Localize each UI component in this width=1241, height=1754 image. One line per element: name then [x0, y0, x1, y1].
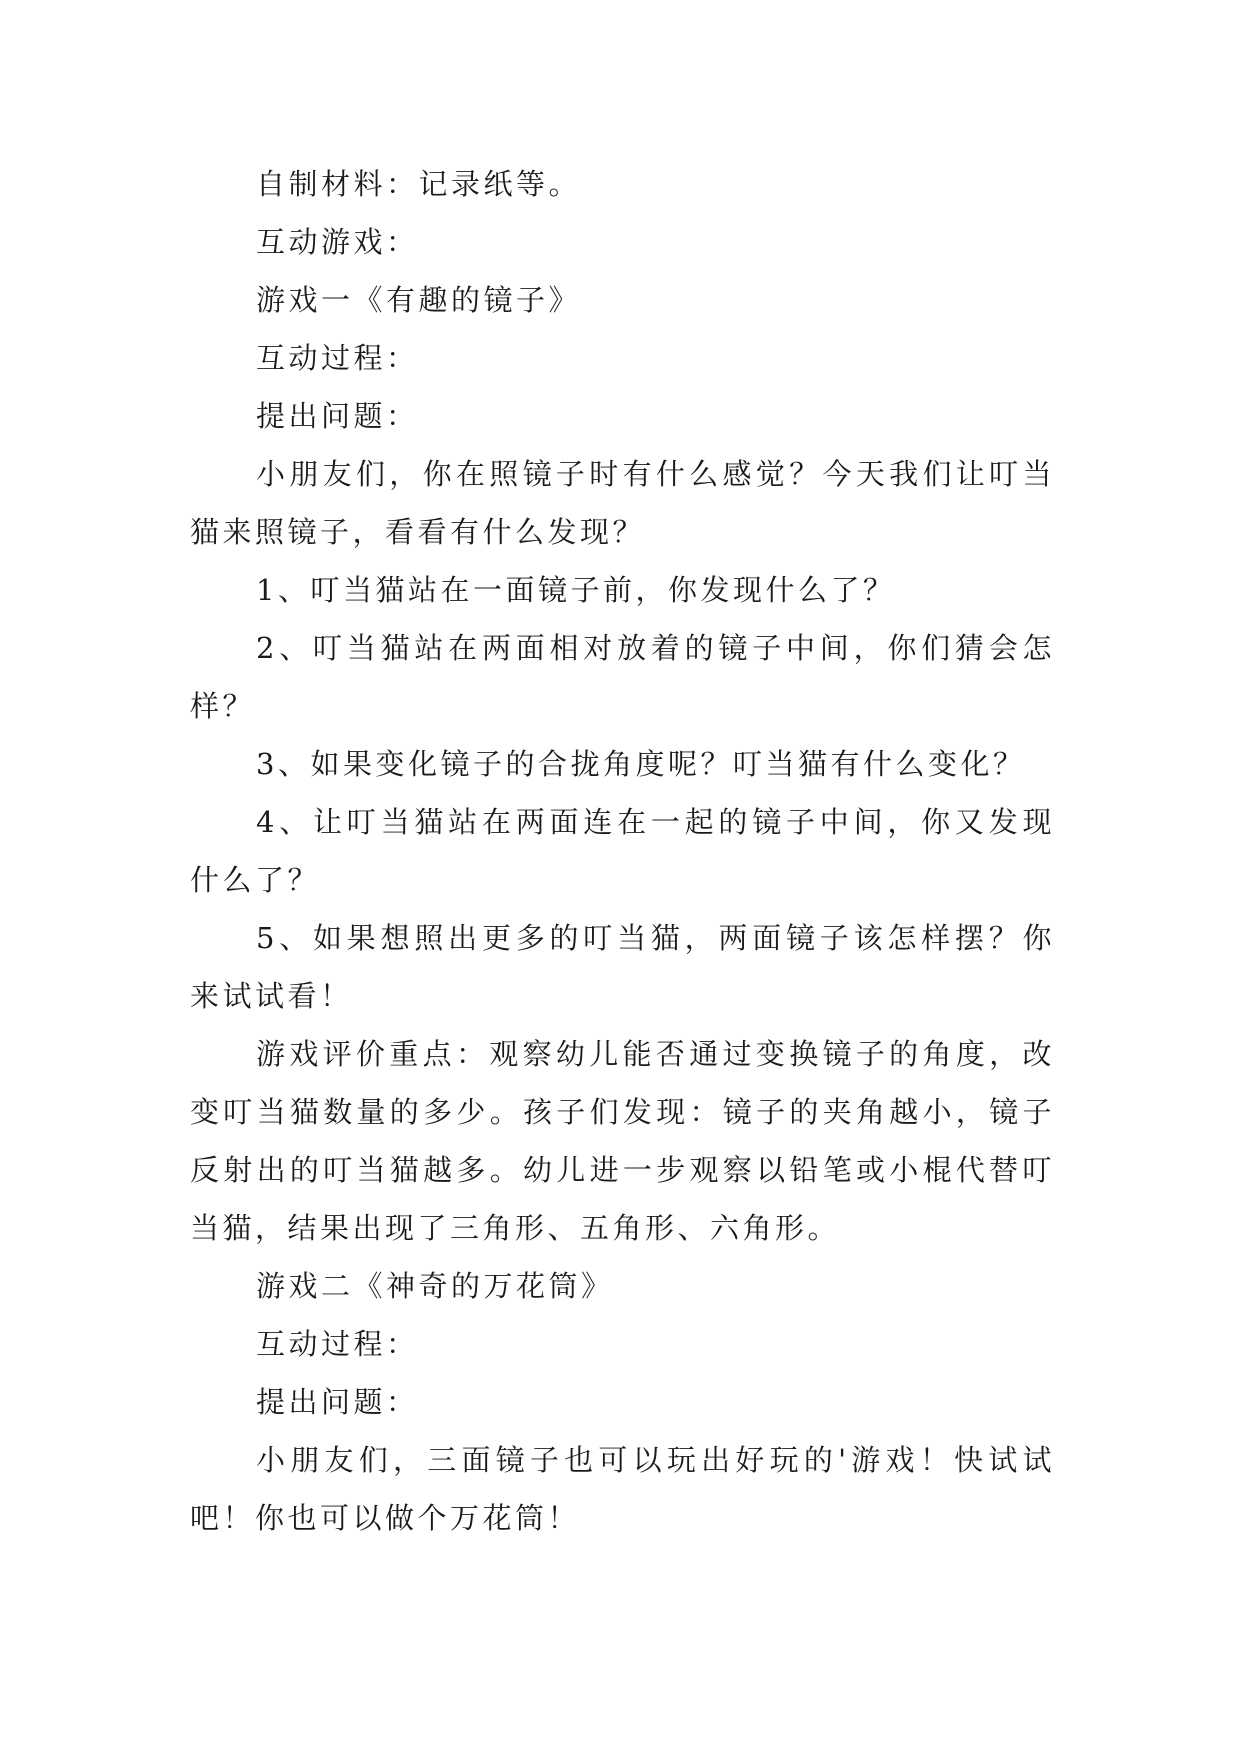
paragraph-interactive-games: 互动游戏：	[256, 225, 419, 259]
paragraph-question-1: 1、叮当猫站在一面镜子前，你发现什么了？	[256, 573, 896, 607]
paragraph-kaleidoscope-question: 小朋友们，三面镜子也可以玩出好玩的'游戏！快试试吧！你也可以做个万花筒！	[190, 1443, 1055, 1535]
document-body	[190, 155, 1055, 1547]
paragraph-materials: 自制材料：记录纸等。	[256, 167, 582, 201]
paragraph-question-3: 3、如果变化镜子的合拢角度呢？叮当猫有什么变化？	[256, 747, 1026, 781]
paragraph-game-two-title: 游戏二《神奇的万花筒》	[256, 1269, 614, 1303]
paragraph-game-one-title: 游戏一《有趣的镜子》	[256, 283, 582, 317]
paragraph-intro-question: 小朋友们，你在照镜子时有什么感觉？今天我们让叮当猫来照镜子，看看有什么发现？	[190, 457, 1055, 549]
paragraph-question-5: 5、如果想照出更多的叮当猫，两面镜子该怎样摆？你来试试看！	[190, 921, 1055, 1013]
paragraph-question-2: 2、叮当猫站在两面相对放着的镜子中间，你们猜会怎样？	[190, 631, 1055, 723]
paragraph-process-2: 互动过程：	[256, 1327, 419, 1361]
paragraph-process: 互动过程：	[256, 341, 419, 375]
paragraph-evaluation: 游戏评价重点：观察幼儿能否通过变换镜子的角度，改变叮当猫数量的多少。孩子们发现：镜子的夹角越小，镜子反射出的叮当猫越多。幼儿进一步观察以铅笔或小棍代替叮当猫，结果出现了三角形、五角形、六角形。	[190, 1037, 1055, 1245]
paragraph-questions-2: 提出问题：	[256, 1385, 419, 1419]
paragraph-question-4: 4、让叮当猫站在两面连在一起的镜子中间，你又发现什么了？	[190, 805, 1055, 897]
paragraph-questions: 提出问题：	[256, 399, 419, 433]
